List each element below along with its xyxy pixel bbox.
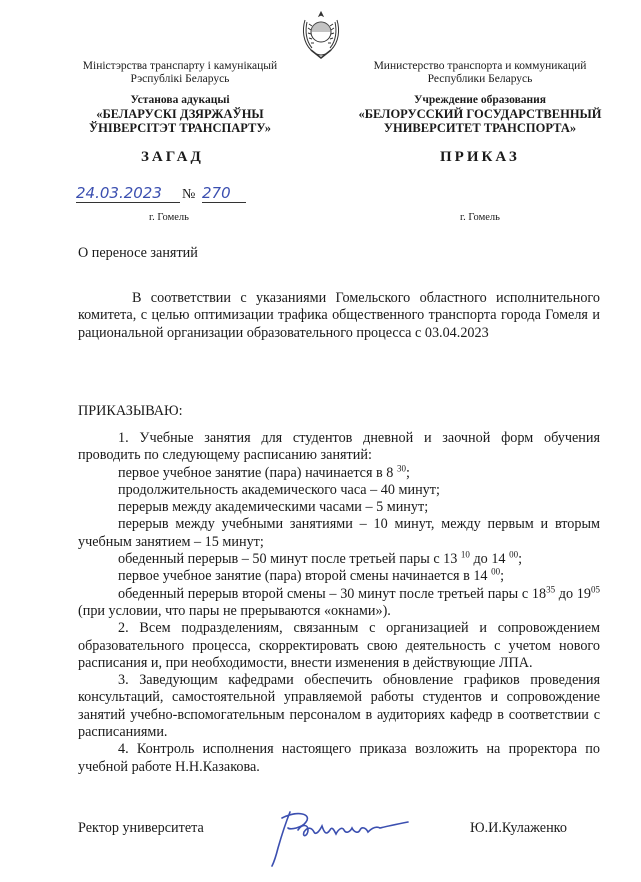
date-number-line [76, 184, 246, 208]
item-1-second-shift-lunch: обеденный перерыв второй смены – 30 минут после третьей пары с $18^{35}$ до $19^{05}$ (при условии, что пары не прерываются «окнами»). [78, 583, 600, 619]
institution-name-ru-2: УНИВЕРСИТЕТ ТРАНСПОРТА» [383, 121, 577, 135]
institution-type-by: Установа адукацыі [130, 94, 230, 106]
city-ru: г. Гомель [460, 212, 500, 223]
signatory-position: Ректор университета [78, 820, 204, 836]
item-1-lesson-break: перерыв между учебными занятиями – 10 минут, между первым и вторым учебным занятием – 15 минут; [78, 516, 600, 550]
number-sign: № [182, 187, 196, 202]
ministry-name-by: Міністэрства транспарту і камунікацый [82, 60, 278, 72]
header-left [60, 60, 300, 135]
item-1-intro: 1. Учебные занятия для студентов дневной и заочной форм обучения проводить по следующему расписанию занятий: [78, 430, 600, 464]
subject-line: О переносе занятий [78, 245, 198, 261]
item-4: 4. Контроль исполнения настоящего приказа возложить на проректора по учебной работе Н.Н.Казакова. [78, 741, 600, 775]
preamble: В соответствии с указаниями Гомельского областного исполнительного комитета, с целью оптимизации трафика общественного транспорта города Гомеля и рациональной организации образовательного процесса с 03.04.2023 [78, 290, 600, 341]
doc-type-by: ЗАГАД [141, 149, 204, 165]
header-right [340, 60, 620, 135]
country-name-ru: Республики Беларусь [427, 73, 533, 85]
institution-type-ru: Учреждение образования [413, 94, 546, 106]
coat-of-arms-emblem [299, 8, 343, 60]
handwritten-date: 24.03.2023 [76, 184, 180, 203]
institution-name-ru-1: «БЕЛОРУССКИЙ ГОСУДАРСТВЕННЫЙ [358, 107, 602, 121]
institution-name-by-2: ЎНІВЕРСІТЭТ ТРАНСПАРТУ» [88, 121, 272, 135]
signatory-name: Ю.И.Кулаженко [470, 820, 567, 836]
institution-name-by-1: «БЕЛАРУСКІ ДЗЯРЖАЎНЫ [96, 107, 264, 121]
country-name-by: Рэспублікі Беларусь [130, 73, 230, 85]
item-1-hour-break: перерыв между академическими часами – 5 минут; [118, 499, 429, 516]
handwritten-number: 270 [202, 184, 246, 203]
order-body [78, 430, 600, 776]
item-1-hour-length: продолжительность академического часа – 40 минут; [118, 481, 440, 498]
city-by: г. Гомель [149, 212, 189, 223]
ministry-name-ru: Министерство транспорта и коммуникаций [373, 60, 587, 72]
handwritten-signature [268, 808, 428, 868]
item-2: 2. Всем подразделениям, связанным с организацией и сопровождением образовательного процесса, скорректировать свою деятельность с учетом нового расписания и, при необходимости, внести изменения в действующие ЛПА. [78, 620, 600, 671]
item-1-first-lesson: первое учебное занятие (пара) начинается в 8 $^{30}$; [118, 462, 410, 481]
item-1-lunch-break: обеденный перерыв – 50 минут после третьей пары с 13 $^{10}$ до 14 $^{00}$; [118, 549, 523, 568]
item-1-second-shift-start: первое учебное занятие (пара) второй смены начинается в 14 $^{00}$; [118, 566, 505, 585]
item-3: 3. Заведующим кафедрами обеспечить обновление графиков проведения консультаций, самостоятельной управляемой работы студентов и сопровождение занятий учебно-вспомогательным персоналом в аудиториях кафедр в соответствии с расписаниями. [78, 672, 600, 741]
order-word: ПРИКАЗЫВАЮ: [78, 403, 183, 419]
doc-type-ru: ПРИКАЗ [440, 149, 520, 165]
